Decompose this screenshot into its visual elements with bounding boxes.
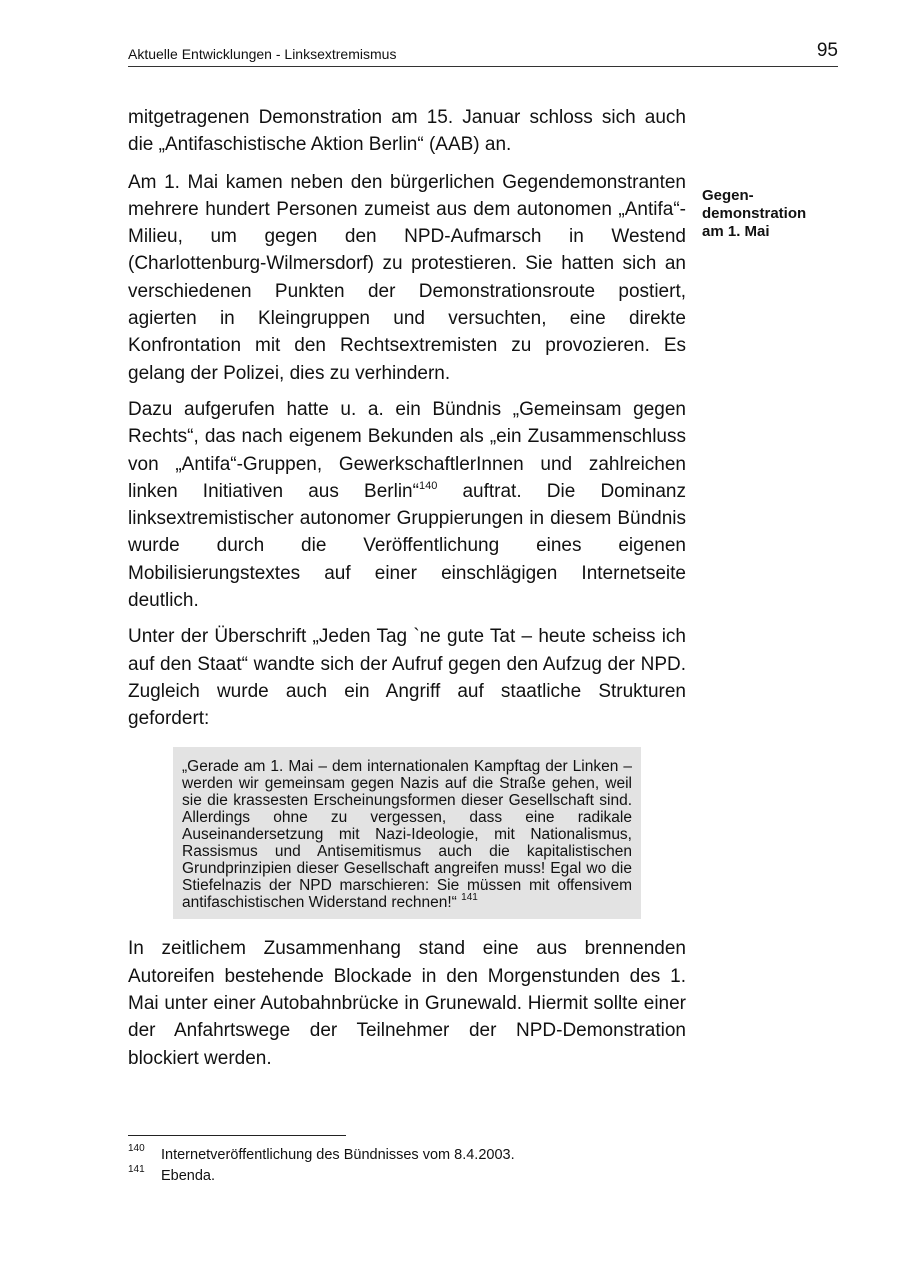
paragraph-with-footnote	[128, 396, 686, 614]
paragraph-text: Dazu aufgerufen hatte u. a. ein Bündnis „Gemeinsam gegen Rechts“, das nach eigenem Bekunden als „ein Zusammenschluss von „Antifa“-Gruppen, GewerkschaftlerInnen und zahlreichen linken Initiativen aus Berlin“	[128, 398, 686, 502]
page-number: 95	[816, 40, 838, 61]
footnotes	[128, 1143, 728, 1188]
body-text	[128, 104, 686, 1081]
paragraph: In zeitlichem Zusammenhang stand eine aus brennenden Autoreifen bestehende Blockade in den Morgenstunden des 1. Mai unter einer Autobahnbrücke in Grunewald. Hiermit sollte einer der Anfahrtswege der Teilnehmer der NPD-Demonstration blockiert werden.	[128, 938, 686, 1069]
footnote-reference[interactable]: 140	[418, 479, 438, 492]
running-title: Aktuelle Entwicklungen - Linksextremismus	[128, 46, 397, 62]
footnote-number: 141	[128, 1164, 145, 1175]
margin-note-line: demonstration	[702, 205, 807, 222]
margin-note-line: Gegen-	[702, 187, 754, 204]
page-header	[128, 42, 838, 67]
paragraph	[128, 169, 686, 387]
paragraph-text: auftrat. Die Dominanz linksextremistischer autonomer Gruppierungen in diesem Bündnis wurde durch die Veröffentlichung eines eigenen Mobilisierungstextes auf einer einschlägigen Internetseite deutlich.	[128, 480, 686, 612]
footnote	[128, 1164, 728, 1188]
footnote-text: Ebenda.	[161, 1168, 216, 1184]
paragraph: mitgetragenen Demonstration am 15. Januar schloss sich auch die „Antifaschistische Aktion Berlin“ (AAB) an.	[128, 107, 686, 156]
footnote-reference[interactable]: 141	[461, 892, 478, 904]
block-quote	[173, 747, 641, 920]
footnote-text: Internetveröffentlichung des Bündnisses vom 8.4.2003.	[161, 1147, 515, 1163]
quote-text: „Gerade am 1. Mai – dem internationalen Kampftag der Linken – werden wir gemeinsam gegen Nazis auf die Straße gehen, weil sie die krassesten Erscheinungsformen dieser Gesellschaft sind. Allerdings ohne zu vergessen, dass eine radikale Auseinandersetzung mit Nazi-Ideologie, mit Nationalismus, Rassismus und Antisemitismus auch die kapitalistischen Grundprinzipien dieser Gesellschaft angreifen muss! Egal wo die Stiefelnazis der NPD marschieren: Sie müssen mit offensivem antifaschistischen Widerstand rechnen!“	[182, 757, 632, 912]
margin-note-line: am 1. Mai	[702, 223, 770, 240]
footnote-separator	[128, 1135, 346, 1136]
footnote-number: 140	[128, 1143, 145, 1154]
margin-note	[702, 187, 832, 241]
footnote	[128, 1143, 728, 1167]
paragraph-text: Am 1. Mai kamen neben den bürgerlichen Gegendemonstranten mehrere hundert Personen zumeist aus dem autonomen „Antifa“-Milieu, um gegen den NPD-Aufmarsch in Westend (Charlottenburg-Wilmersdorf) zu protestieren. Sie hatten sich an verschiedenen Punkten der Demonstrationsroute postiert, agierten in Kleingruppen und versuchten, eine direkte Konfrontation mit den Rechtsextremisten zu provozieren. Es gelang der Polizei, dies zu verhindern.	[128, 171, 686, 384]
paragraph: Unter der Überschrift „Jeden Tag `ne gute Tat – heute scheiss ich auf den Staat“ wandte sich der Aufruf gegen den Aufzug der NPD. Zugleich wurde auch ein Angriff auf staatliche Strukturen gefordert:	[128, 626, 686, 730]
